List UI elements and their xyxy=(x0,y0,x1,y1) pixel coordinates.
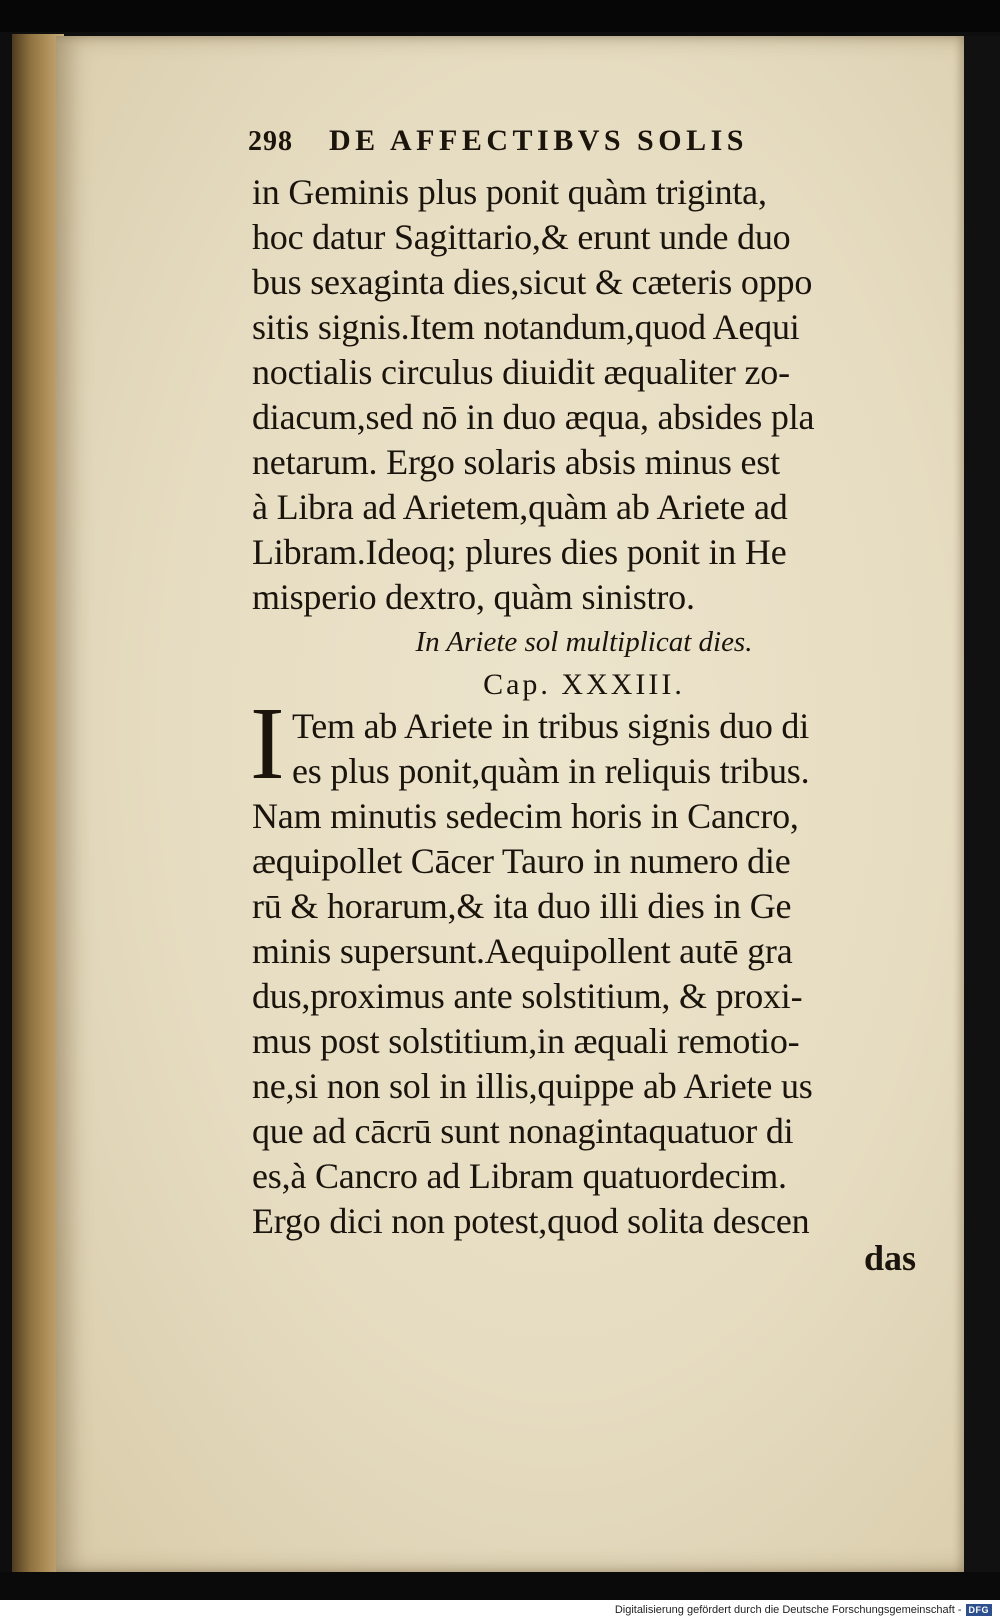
scan-right-edge xyxy=(964,36,1000,1572)
text-line: hoc datur Sagittario,& erunt unde duo xyxy=(252,217,791,257)
text-line: Libram.Ideoq; plures dies ponit in He xyxy=(252,532,787,572)
text-line: in Geminis plus ponit quàm triginta, xyxy=(252,172,767,212)
text-line: sitis signis.Item notandum,quod Aequi xyxy=(252,307,800,347)
text-line: æquipollet Cācer Tauro in numero die xyxy=(252,841,791,881)
digitization-credit: Digitalisierung gefördert durch die Deutsche Forschungsgemeinschaft - xyxy=(614,1604,962,1616)
text-line: dus,proximus ante solstitium, & proxi- xyxy=(252,976,803,1016)
page-header xyxy=(248,124,868,170)
text-line: es plus ponit,quàm in reliquis tribus. xyxy=(292,751,810,791)
text-line: diacum,sed nō in duo æqua, absides pla xyxy=(252,397,815,437)
text-line: netarum. Ergo solaris absis minus est xyxy=(252,442,780,482)
text-line: noctialis circulus diuidit æqualiter zo- xyxy=(252,352,790,392)
drop-cap: I xyxy=(250,686,285,801)
text-line: Ergo dici non potest,quod solita descen xyxy=(252,1201,810,1241)
page-number: 298 xyxy=(248,126,293,157)
running-head: DE AFFECTIBVS SOLIS xyxy=(329,124,748,157)
chapter-number: Cap. XXXIII. xyxy=(483,668,685,701)
text-line: Nam minutis sedecim horis in Cancro, xyxy=(252,796,799,836)
scan-bottom-edge xyxy=(0,1572,1000,1602)
scan-top-edge xyxy=(0,0,1000,32)
text-line: es,à Cancro ad Libram quatuordecim. xyxy=(252,1156,787,1196)
dfg-logo: DFG xyxy=(966,1604,993,1616)
text-line: minis supersunt.Aequipollent autē gra xyxy=(252,931,793,971)
chapter-title: In Ariete sol multiplicat dies. xyxy=(415,626,753,658)
text-line: mus post solstitium,in æquali remotio- xyxy=(252,1021,800,1061)
text-line: rū & horarum,& ita duo illi dies in Ge xyxy=(252,886,792,926)
text-line: bus sexaginta dies,sicut & cæteris oppo xyxy=(252,262,813,302)
text-line: à Libra ad Arietem,quàm ab Ariete ad xyxy=(252,487,788,527)
footer-bar xyxy=(0,1600,1000,1620)
text-line: misperio dextro, quàm sinistro. xyxy=(252,577,695,617)
text-line: Tem ab Ariete in tribus signis duo di xyxy=(292,706,810,746)
text-line: ne,si non sol in illis,quippe ab Ariete us xyxy=(252,1066,813,1106)
text-line: que ad cācrū sunt nonagintaquatuor di xyxy=(252,1111,794,1151)
catchword: das xyxy=(863,1238,916,1278)
